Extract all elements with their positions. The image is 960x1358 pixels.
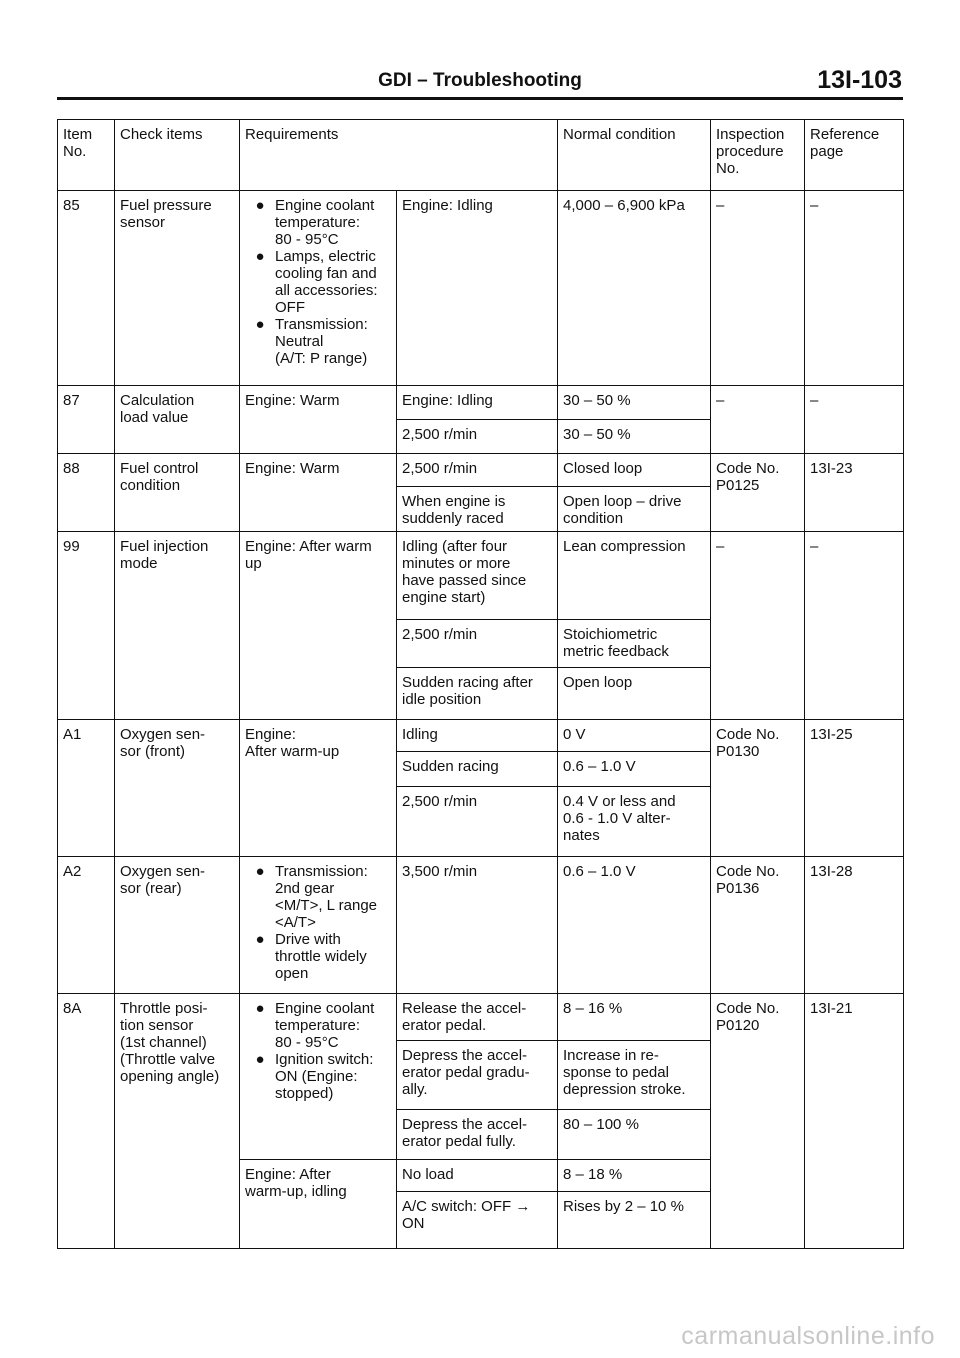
normal-condition: 0.4 V or less and 0.6 - 1.0 V alter- nates [558,786,711,856]
condition: Depress the accel- erator pedal fully. [397,1110,558,1160]
col-header-normal: Normal condition [558,120,711,191]
requirement: Engine: After warm-up, idling [240,1159,397,1248]
condition: Release the accel- erator pedal. [397,993,558,1041]
bullet-icon: ● [255,247,265,265]
item-no: 85 [58,190,115,385]
bullet-icon: ● [255,930,265,948]
condition: 2,500 r/min [397,786,558,856]
condition: A/C switch: OFF → ON [397,1192,558,1249]
check-item: Throttle posi- tion sensor (1st channel) (Throttle valve opening angle) [115,993,240,1248]
reference-page: – [805,532,904,719]
reference-page: – [805,190,904,385]
requirement: Engine: After warm up [240,532,397,719]
page-number: 13I-103 [817,66,902,94]
troubleshooting-table [57,119,904,1249]
requirement [240,190,397,385]
requirement-text: Engine coolant temperature: 80 - 95°C [275,999,375,1051]
col-header-item: Item No. [58,120,115,191]
inspection-no: – [711,190,805,385]
normal-condition: Open loop [558,668,711,720]
condition: Sudden racing after idle position [397,668,558,720]
table-row [58,190,904,385]
normal-condition: 0.6 – 1.0 V [558,752,711,786]
normal-condition: 30 – 50 % [558,385,711,419]
requirement: Engine: Warm [240,454,397,532]
normal-condition: Open loop – drive condition [558,486,711,532]
condition: No load [397,1159,558,1191]
condition: Depress the accel- erator pedal gradu- ally. [397,1041,558,1110]
reference-page: 13I-25 [805,719,904,856]
inspection-no: Code No. P0120 [711,993,805,1248]
normal-condition: Rises by 2 – 10 % [558,1192,711,1249]
item-no: 88 [58,454,115,532]
table-row [58,454,904,486]
requirement-text: Transmission: 2nd gear <M/T>, L range <A/T> [275,862,377,931]
bullet-icon: ● [255,196,265,214]
check-item: Oxygen sen- sor (rear) [115,856,240,993]
item-no: A2 [58,856,115,993]
condition: Engine: Idling [397,190,558,385]
check-item: Fuel injection mode [115,532,240,719]
requirement-text: Engine coolant temperature: 80 - 95°C [275,196,375,248]
requirement-text: Ignition switch: ON (Engine: stopped) [275,1050,374,1102]
reference-page: 13I-21 [805,993,904,1248]
requirement [240,856,397,993]
requirement: Engine: After warm-up [240,719,397,856]
normal-condition: Stoichiometric metric feedback [558,619,711,668]
normal-condition: 8 – 16 % [558,993,711,1041]
normal-condition: 0.6 – 1.0 V [558,856,711,993]
normal-condition: Increase in re- sponse to pedal depression stroke. [558,1041,711,1110]
normal-condition: 8 – 18 % [558,1159,711,1191]
inspection-no: Code No. P0130 [711,719,805,856]
page-title: GDI – Troubleshooting [378,70,582,91]
col-header-inspection: Inspection procedure No. [711,120,805,191]
table-header-row [58,120,904,191]
normal-condition: 30 – 50 % [558,419,711,453]
normal-condition: 80 – 100 % [558,1110,711,1160]
normal-condition: 4,000 – 6,900 kPa [558,190,711,385]
normal-condition: 0 V [558,719,711,751]
header-rule [57,97,903,100]
col-header-requirements: Requirements [240,120,558,191]
inspection-no: – [711,385,805,454]
check-item: Fuel control condition [115,454,240,532]
bullet-icon: ● [255,1050,265,1068]
table-row [58,385,904,419]
reference-page: 13I-23 [805,454,904,532]
reference-page: 13I-28 [805,856,904,993]
table-row [58,993,904,1041]
col-header-check: Check items [115,120,240,191]
normal-condition: Closed loop [558,454,711,486]
requirement-text: Transmission: Neutral (A/T: P range) [275,315,368,367]
requirement-text: Drive with throttle widely open [275,930,367,982]
condition: Sudden racing [397,752,558,786]
requirement-text: Lamps, electric cooling fan and all accessories: OFF [275,247,378,316]
condition: Engine: Idling [397,385,558,419]
table-row [58,532,904,619]
reference-page: – [805,385,904,454]
bullet-icon: ● [255,315,265,333]
bullet-icon: ● [255,999,265,1017]
requirement [240,993,397,1159]
watermark: carmanualsonline.info [681,1322,935,1350]
check-item: Fuel pressure sensor [115,190,240,385]
item-no: 8A [58,993,115,1248]
condition: 2,500 r/min [397,454,558,486]
condition: 2,500 r/min [397,619,558,668]
condition: 2,500 r/min [397,419,558,453]
table-row [58,719,904,751]
check-item: Oxygen sen- sor (front) [115,719,240,856]
item-no: 87 [58,385,115,454]
check-item: Calculation load value [115,385,240,454]
table-row [58,856,904,993]
condition: Idling [397,719,558,751]
bullet-icon: ● [255,862,265,880]
item-no: 99 [58,532,115,719]
col-header-reference: Reference page [805,120,904,191]
inspection-no: – [711,532,805,719]
normal-condition: Lean compression [558,532,711,619]
inspection-no: Code No. P0125 [711,454,805,532]
requirement: Engine: Warm [240,385,397,454]
condition: When engine is suddenly raced [397,486,558,532]
inspection-no: Code No. P0136 [711,856,805,993]
condition: 3,500 r/min [397,856,558,993]
item-no: A1 [58,719,115,856]
condition: Idling (after four minutes or more have passed since engine start) [397,532,558,619]
